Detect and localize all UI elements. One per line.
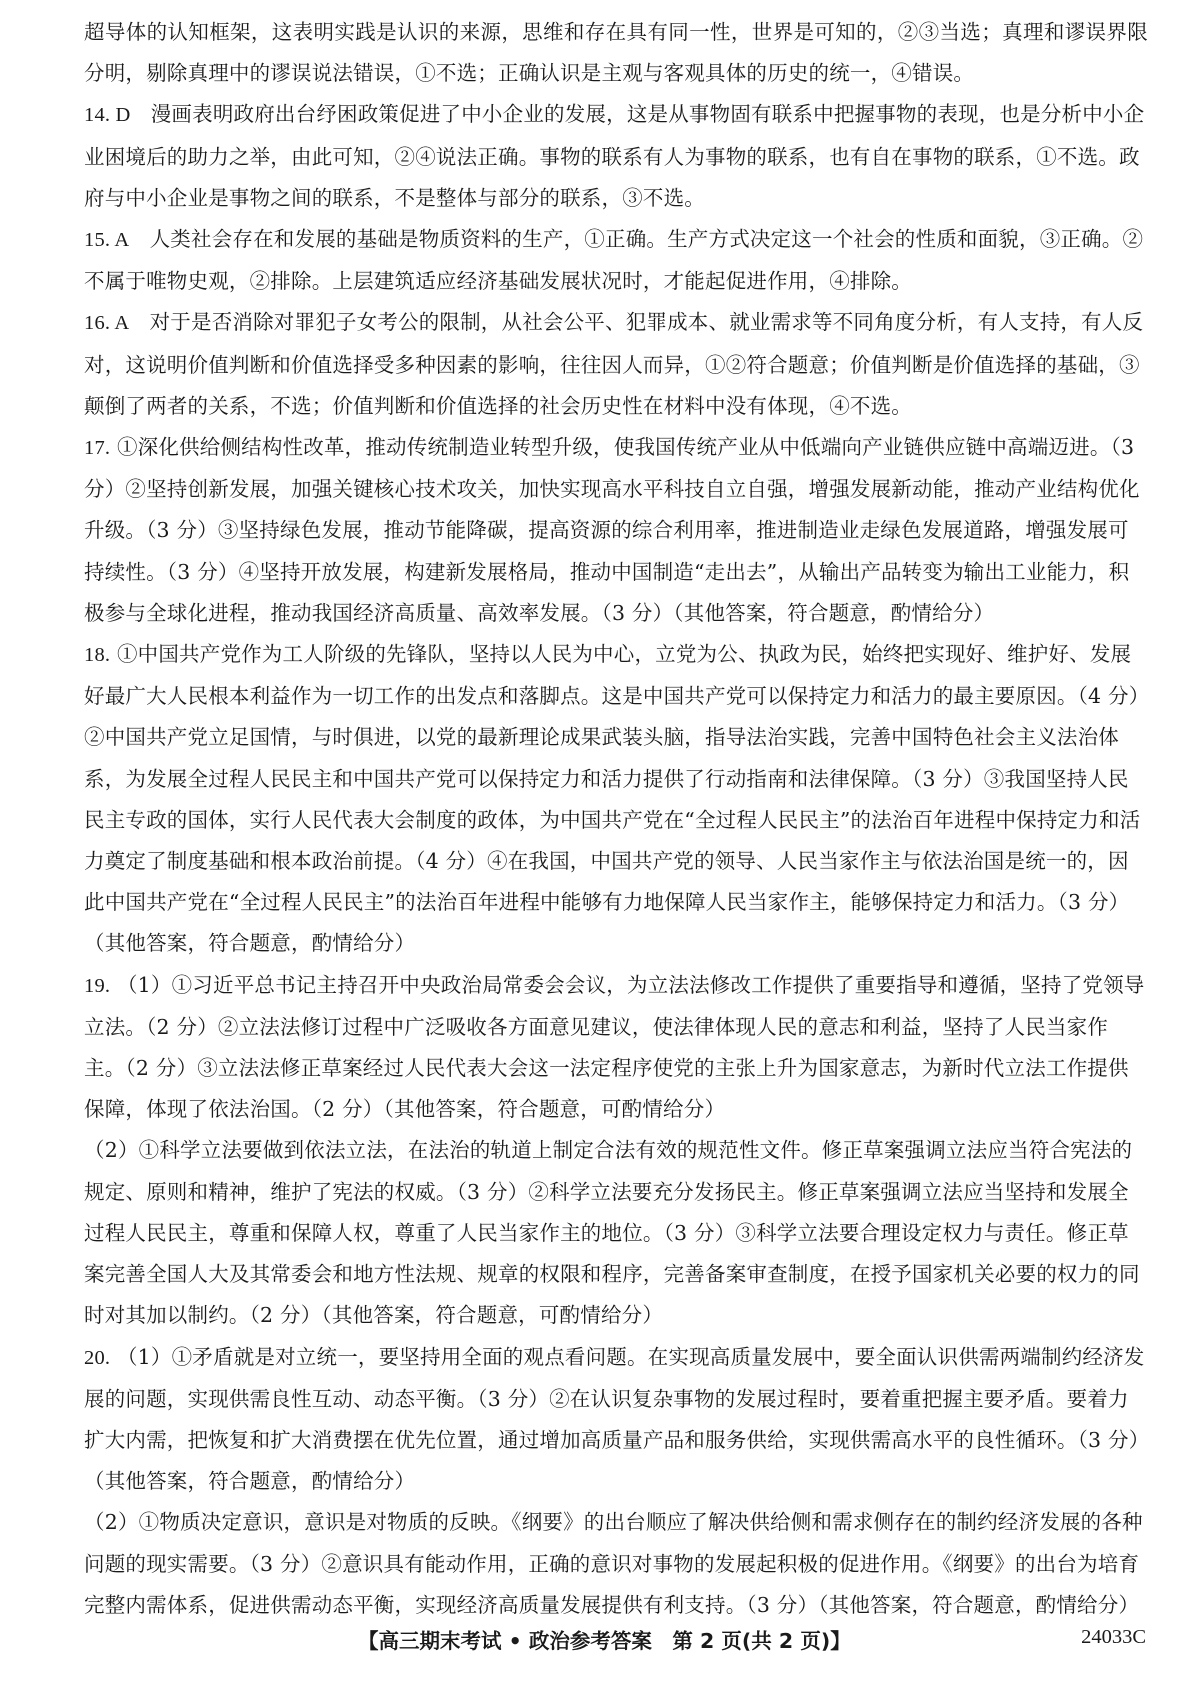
answer-item-16 — [84, 302, 1148, 427]
page-footer — [0, 1624, 1200, 1664]
item-number: 20. — [84, 1346, 111, 1369]
item-number: 15. A — [84, 229, 130, 252]
item-number: 19. — [84, 974, 111, 997]
item-number: 14. D — [84, 104, 131, 127]
answer-item-14 — [84, 94, 1148, 219]
item-part-2: （2）①科学立法要做到依法立法，在法治的轨道上制定合法有效的规范性文件。修正草案强调立法应当符合宪法的规定、原则和精神，维护了宪法的权威。（3 分）②科学立法要充分发扬民主。修正草案强调立法应当坚持和发展全过程人民民主，尊重和保障人权，尊重了人民当家作主的地位。（3 分）③科学立法要合理设定权力与责任。修正草案完善全国人大及其常委会和地方性法规、规章的权限和程序，完善备案审查制度，在授予国家机关必要的权力的同时对其加以制约。（2 分）（其他答案，符合题意，可酌情给分） — [84, 1138, 1140, 1328]
item-number: 17. — [84, 437, 111, 460]
item-part-2: （2）①物质决定意识，意识是对物质的反映。《纲要》的出台顺应了解决供给侧和需求侧存在的制约经济发展的各种问题的现实需要。（3 分）②意识具有能动作用，正确的意识对事物的发展起积极的促进作用。《纲要》的出台为培育完整内需体系，促进供需动态平衡，实现经济高质量发展提供有利支持。（3 分）（其他答案，符合题意，酌情给分） — [84, 1510, 1143, 1617]
item-text: ①深化供给侧结构性改革，推动传统制造业转型升级，使我国传统产业从中低端向产业链供应链中高端迈进。（3 分）②坚持创新发展，加强关键核心技术攻关，加快实现高水平科技自立自强，增强发展新动能，推动产业结构优化升级。（3 分）③坚持绿色发展，推动节能降碳，提高资源的综合利用率，推进制造业走绿色发展道路，增强发展可持续性。（3 分）④坚持开放发展，构建新发展格局，推动中国制造“走出去”，从输出产品转变为输出工业能力，积极参与全球化进程，推动我国经济高质量、高效率发展。（3 分）（其他答案，符合题意，酌情给分） — [84, 435, 1140, 625]
answer-item-19 — [84, 965, 1148, 1337]
item-number: 18. — [84, 644, 111, 667]
answer-item-17 — [84, 427, 1148, 634]
intro-paragraph: 超导体的认知框架，这表明实践是认识的来源，思维和存在具有同一性，世界是可知的，②③当选；真理和谬误界限分明，剔除真理中的谬误说法错误，①不选；正确认识是主观与客观具体的历史的统一，④错误。 — [84, 20, 1148, 86]
answer-item-20 — [84, 1337, 1148, 1626]
answer-body — [84, 12, 1148, 1626]
item-text: 对于是否消除对罪犯子女考公的限制，从社会公平、犯罪成本、就业需求等不同角度分析，有人支持，有人反对，这说明价值判断和价值选择受多种因素的影响，往往因人而异，①②符合题意；价值判断是价值选择的基础，③颠倒了两者的关系，不选；价值判断和价值选择的社会历史性在材料中没有体现，④不选。 — [84, 310, 1144, 418]
answer-item-18 — [84, 634, 1148, 965]
footer-code: 24033C — [1081, 1626, 1146, 1648]
item-text: 人类社会存在和发展的基础是物质资料的生产，①正确。生产方式决定这一个社会的性质和面貌，③正确。②不属于唯物史观，②排除。上层建筑适应经济基础发展状况时，才能起促进作用，④排除。 — [84, 227, 1144, 294]
answer-item-15 — [84, 219, 1148, 302]
item-text: 漫画表明政府出台纾困政策促进了中小企业的发展，这是从事物固有联系中把握事物的表现，也是分析中小企业困境后的助力之举，由此可知，②④说法正确。事物的联系有人为事物的联系，也有自在事物的联系，①不选。政府与中小企业是事物之间的联系，不是整体与部分的联系，③不选。 — [84, 102, 1145, 210]
item-number: 16. A — [84, 312, 130, 335]
item-part-1: （1）①习近平总书记主持召开中央政治局常委会会议，为立法法修改工作提供了重要指导和遵循，坚持了党领导立法。（2 分）②立法法修订过程中广泛吸收各方面意见建议，使法律体现人民的意志和利益，坚持了人民当家作主。（2 分）③立法法修正草案经过人民代表大会这一法定程序使党的主张上升为国家意志，为新时代立法工作提供保障，体现了依法治国。（2 分）（其他答案，符合题意，可酌情给分） — [84, 972, 1145, 1122]
footer-title: 【高三期末考试 • 政治参考答案 第 2 页(共 2 页)】 — [358, 1629, 851, 1653]
item-part-1: （1）①矛盾就是对立统一，要坚持用全面的观点看问题。在实现高质量发展中，要全面认识供需两端制约经济发展的问题，实现供需良性互动、动态平衡。（3 分）②在认识复杂事物的发展过程时，要着重把握主要矛盾。要着力扩大内需，把恢复和扩大消费摆在优先位置，通过增加高质量产品和服务供给，实现供需高水平的良性循环。（3 分）（其他答案，符合题意，酌情给分） — [84, 1344, 1145, 1494]
item-text: ①中国共产党作为工人阶级的先锋队，坚持以人民为中心，立党为公、执政为民，始终把实现好、维护好、发展好最广大人民根本利益作为一切工作的出发点和落脚点。这是中国共产党可以保持定力和活力的最主要原因。（4 分）②中国共产党立足国情，与时俱进，以党的最新理论成果武装头脑，指导法治实践，完善中国特色社会主义法治体系，为发展全过程人民民主和中国共产党可以保持定力和活力提供了行动指南和法律保障。（3 分）③我国坚持人民民主专政的国体，实行人民代表大会制度的政体，为中国共产党在“全过程人民民主”的法治百年进程中保持定力和活力奠定了制度基础和根本政治前提。（4 分）④在我国，中国共产党的领导、人民当家作主与依法治国是统一的，因此中国共产党在“全过程人民民主”的法治百年进程中能够有力地保障人民当家作主，能够保持定力和活力。（3 分）（其他答案，符合题意，酌情给分） — [84, 642, 1141, 956]
